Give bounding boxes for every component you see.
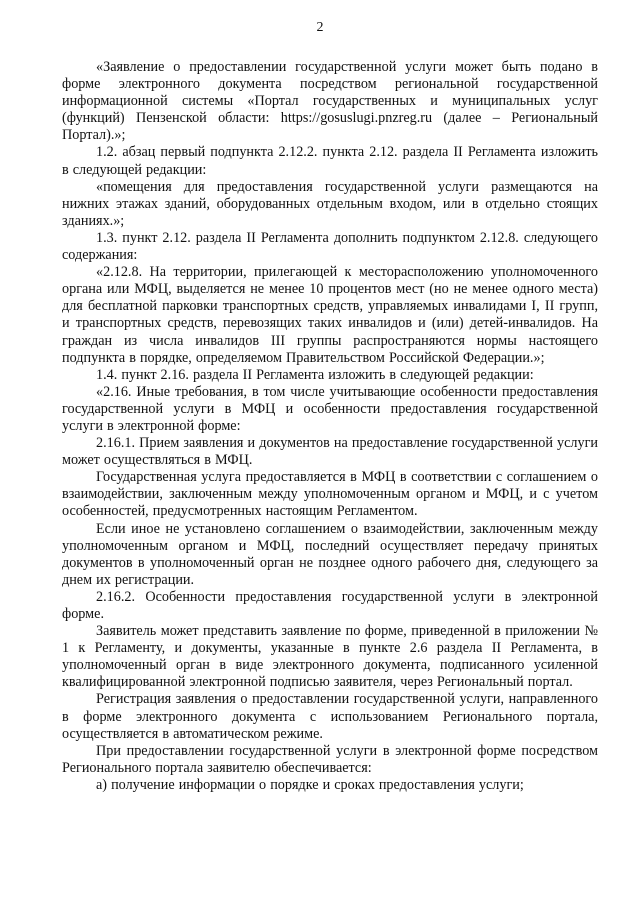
paragraph: «2.12.8. На территории, прилегающей к месторасположению уполномоченного органа или МФЦ, выделяется не менее 10 процентов мест (но не менее одного места) для бесплатной парковки транспортных средств, управляемых инвалидами I, II групп, и транспортных средств, перевозящих таких инвалидов и (или) детей-инвалидов. На граждан из числа инвалидов III группы распространяются нормы настоящего подпункта в порядке, определяемом Правительством Российской Федерации.»;: [62, 264, 598, 366]
paragraph: При предоставлении государственной услуги в электронной форме посредством Регионального портала заявителю обеспечивается:: [62, 742, 598, 776]
paragraph: «помещения для предоставления государственной услуги размещаются на нижних этажах зданий, оборудованных отдельным входом, или в отдельно стоящих зданиях.»;: [62, 178, 598, 229]
paragraph: Заявитель может представить заявление по форме, приведенной в приложении № 1 к Регламенту, и документы, указанные в пункте 2.6 раздела II Регламента, в уполномоченный орган в виде электронного документа, подписанного усиленной квалифицированной электронной подписью заявителя, через Региональный портал.: [62, 623, 598, 691]
paragraph: 2.16.1. Прием заявления и документов на предоставление государственной услуги может осуществляться в МФЦ.: [62, 435, 598, 469]
document-body: [62, 59, 598, 794]
page-number: 2: [316, 20, 324, 35]
paragraph: Если иное не установлено соглашением о взаимодействии, заключенным между уполномоченным органом и МФЦ, последний осуществляет передачу принятых документов в уполномоченный орган не позднее одного рабочего дня, следующего за днем их регистрации.: [62, 520, 598, 588]
paragraph: 1.3. пункт 2.12. раздела II Регламента дополнить подпунктом 2.12.8. следующего содержания:: [62, 229, 598, 264]
paragraph: 2.16.2. Особенности предоставления государственной услуги в электронной форме.: [62, 588, 598, 622]
paragraph: «Заявление о предоставлении государственной услуги может быть подано в форме электронного документа посредством региональной государственной информационной системы «Портал государственных и муниципальных услуг (функций) Пензенской области: https://gosuslugi.pnzreg.ru (далее – Региональный Портал).»;: [62, 59, 598, 144]
paragraph: 1.4. пункт 2.16. раздела II Регламента изложить в следующей редакции:: [96, 366, 534, 383]
paragraph: а) получение информации о порядке и сроках предоставления услуги;: [96, 776, 524, 793]
paragraph: 1.2. абзац первый подпункта 2.12.2. пункта 2.12. раздела II Регламента изложить в следующей редакции:: [62, 144, 598, 178]
paragraph: Государственная услуга предоставляется в МФЦ в соответствии с соглашением о взаимодействии, заключенным между уполномоченным органом и МФЦ, и с учетом особенностей, предусмотренных настоящим Регламентом.: [62, 469, 598, 520]
paragraph: «2.16. Иные требования, в том числе учитывающие особенности предоставления государственной услуги в МФЦ и особенности предоставления государственной услуги в электронной форме:: [62, 383, 598, 434]
paragraph: Регистрация заявления о предоставлении государственной услуги, направленного в форме электронного документа с использованием Регионального портала, осуществляется в автоматическом режиме.: [62, 691, 598, 742]
